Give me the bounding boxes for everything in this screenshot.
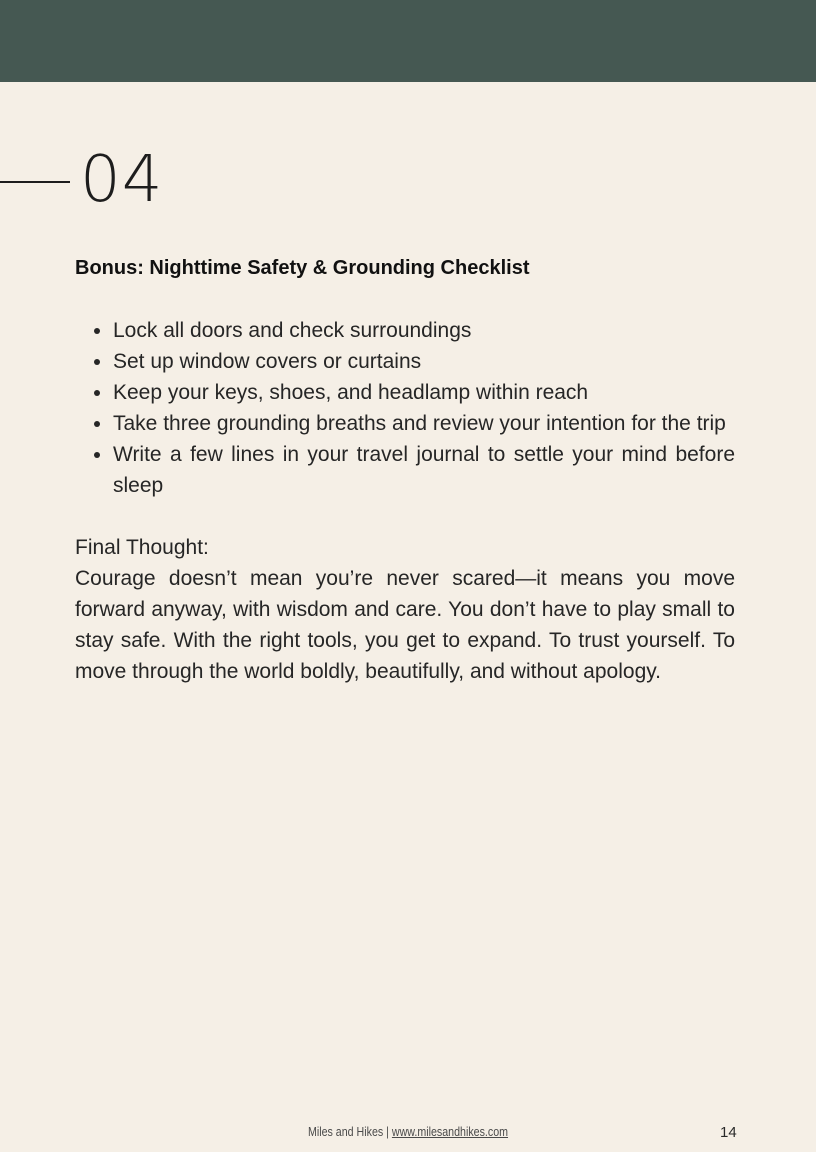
footer-brand: Miles and Hikes <box>307 1124 384 1139</box>
page-number: 14 <box>720 1124 737 1141</box>
final-thought-text: Courage doesn’t mean you’re never scared—it means you move forward anyway, with wisdom and care. You don’t have to play small to stay safe. With the right tools, you get to expand. To trust yourself. To move through the world boldly, beautifully, and without apology. <box>75 567 735 683</box>
checklist-item: • Set up window covers or curtains <box>113 346 735 377</box>
footer-credit <box>308 1123 508 1141</box>
section-divider-line <box>0 181 70 183</box>
checklist-item: • Take three grounding breaths and review your intention for the trip <box>113 408 735 439</box>
page-content <box>75 253 735 687</box>
footer-separator: | <box>383 1124 392 1139</box>
final-thought-label: Final Thought: <box>75 536 209 559</box>
footer-website-link[interactable]: www.milesandhikes.com <box>391 1124 509 1139</box>
checklist-item: • Keep your keys, shoes, and headlamp within reach <box>113 377 735 408</box>
top-band <box>0 0 816 82</box>
checklist-heading: Bonus: Nighttime Safety & Grounding Checklist <box>75 257 530 279</box>
section-number: 04 <box>80 143 164 217</box>
checklist-item: • Lock all doors and check surroundings <box>113 315 735 346</box>
checklist <box>75 315 735 501</box>
checklist-item: • Write a few lines in your travel journal to settle your mind before sleep <box>113 439 735 501</box>
footer <box>0 1123 816 1141</box>
